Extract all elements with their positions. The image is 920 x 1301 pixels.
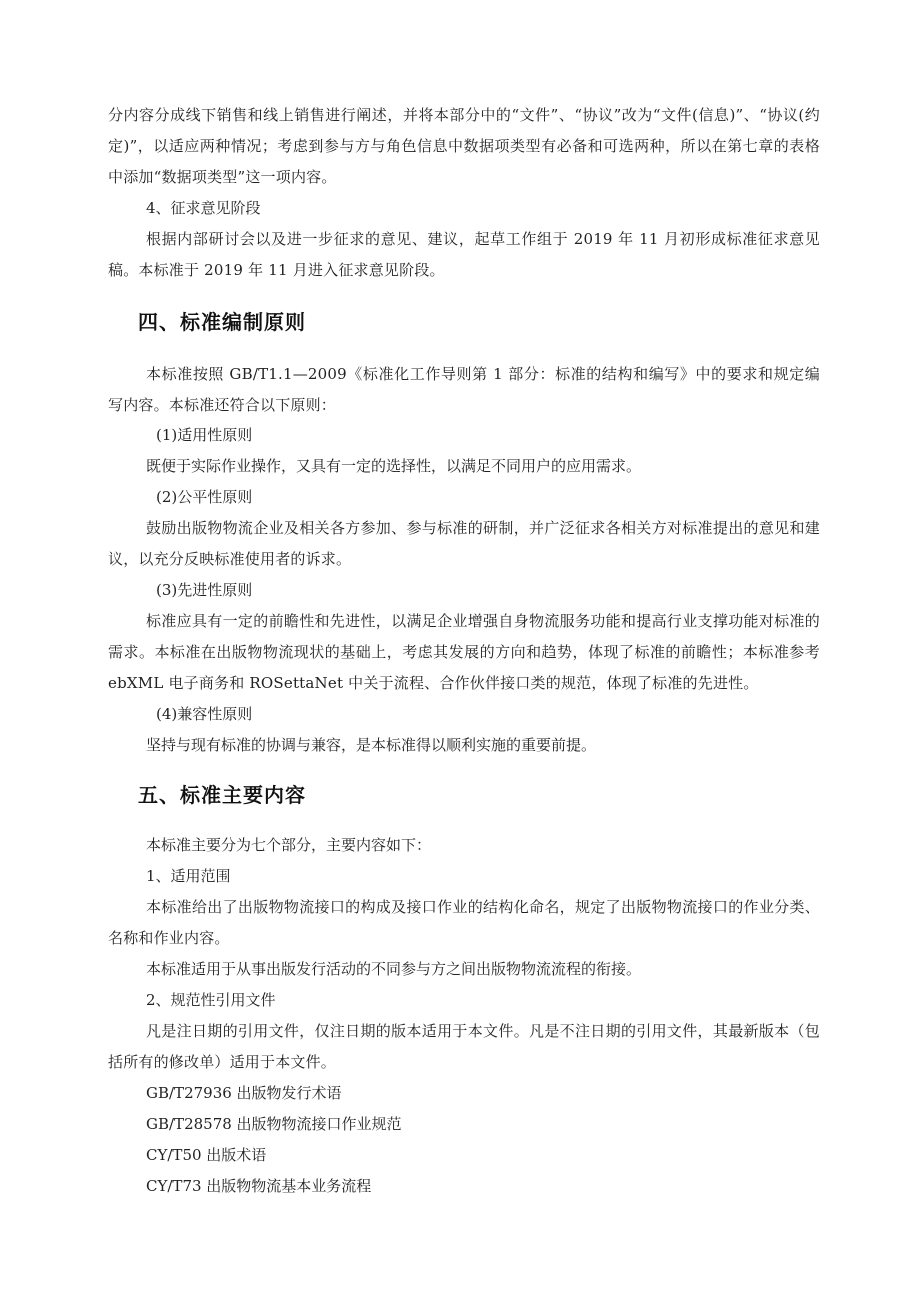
reference-item-1: GB/T27936 出版物发行术语 bbox=[146, 1084, 342, 1102]
reference-item-2: GB/T28578 出版物物流接口作业规范 bbox=[146, 1115, 402, 1133]
reference-item-3: CY/T50 出版术语 bbox=[146, 1146, 267, 1164]
principle-2-title: (2)公平性原则 bbox=[156, 488, 253, 506]
principle-4-title: (4)兼容性原则 bbox=[156, 705, 253, 723]
section-heading-5: 五、标准主要内容 bbox=[138, 783, 306, 807]
subsection-1-title: 1、适用范围 bbox=[146, 867, 231, 885]
paragraph-intro: 分内容分成线下销售和线上销售进行阐述，并将本部分中的“文件”、“协议”改为“文件(信息)”、“协议(约定)”，以适应两种情况；考虑到参与方与角色信息中数据项类型有必备和可选两种，所以在第七章的表格中添加“数据项类型”这一项内容。 bbox=[108, 106, 820, 186]
subsection-2-title: 2、规范性引用文件 bbox=[146, 991, 276, 1009]
item-4-title: 4、征求意见阶段 bbox=[146, 199, 261, 217]
principle-3-body: 标准应具有一定的前瞻性和先进性，以满足企业增强自身物流服务功能和提高行业支撑功能对标准的需求。本标准在出版物物流现状的基础上，考虑其发展的方向和趋势，体现了标准的前瞻性；本标准参考 ebXML 电子商务和 ROSettaNet 中关于流程、合作伙伴接口类的规范，体现了标准的先进性。 bbox=[108, 612, 820, 692]
principle-2-body: 鼓励出版物物流企业及相关各方参加、参与标准的研制，并广泛征求各相关方对标准提出的意见和建议，以充分反映标准使用者的诉求。 bbox=[108, 519, 820, 568]
paragraph-main-content: 本标准主要分为七个部分，主要内容如下： bbox=[146, 836, 432, 854]
reference-item-4: CY/T73 出版物物流基本业务流程 bbox=[146, 1177, 372, 1195]
principle-1-title: (1)适用性原则 bbox=[156, 426, 253, 444]
paragraph-principles: 本标准按照 GB/T1.1—2009《标准化工作导则第 1 部分：标准的结构和编写》中的要求和规定编写内容。本标准还符合以下原则： bbox=[108, 365, 820, 414]
subsection-1-body-1: 本标准给出了出版物物流接口的构成及接口作业的结构化命名，规定了出版物物流接口的作业分类、名称和作业内容。 bbox=[108, 898, 820, 947]
principle-3-title: (3)先进性原则 bbox=[156, 581, 253, 599]
subsection-2-body: 凡是注日期的引用文件，仅注日期的版本适用于本文件。凡是不注日期的引用文件，其最新版本（包括所有的修改单）适用于本文件。 bbox=[108, 1022, 820, 1071]
subsection-1-body-2: 本标准适用于从事出版发行活动的不同参与方之间出版物物流流程的衔接。 bbox=[146, 960, 642, 978]
principle-1-body: 既便于实际作业操作，又具有一定的选择性，以满足不同用户的应用需求。 bbox=[146, 457, 642, 475]
paragraph-item-4: 根据内部研讨会以及进一步征求的意见、建议，起草工作组于 2019 年 11 月初形成标准征求意见稿。本标准于 2019 年 11 月进入征求意见阶段。 bbox=[108, 230, 820, 279]
principle-4-body: 坚持与现有标准的协调与兼容，是本标准得以顺利实施的重要前提。 bbox=[146, 736, 597, 754]
section-heading-4: 四、标准编制原则 bbox=[138, 310, 306, 334]
